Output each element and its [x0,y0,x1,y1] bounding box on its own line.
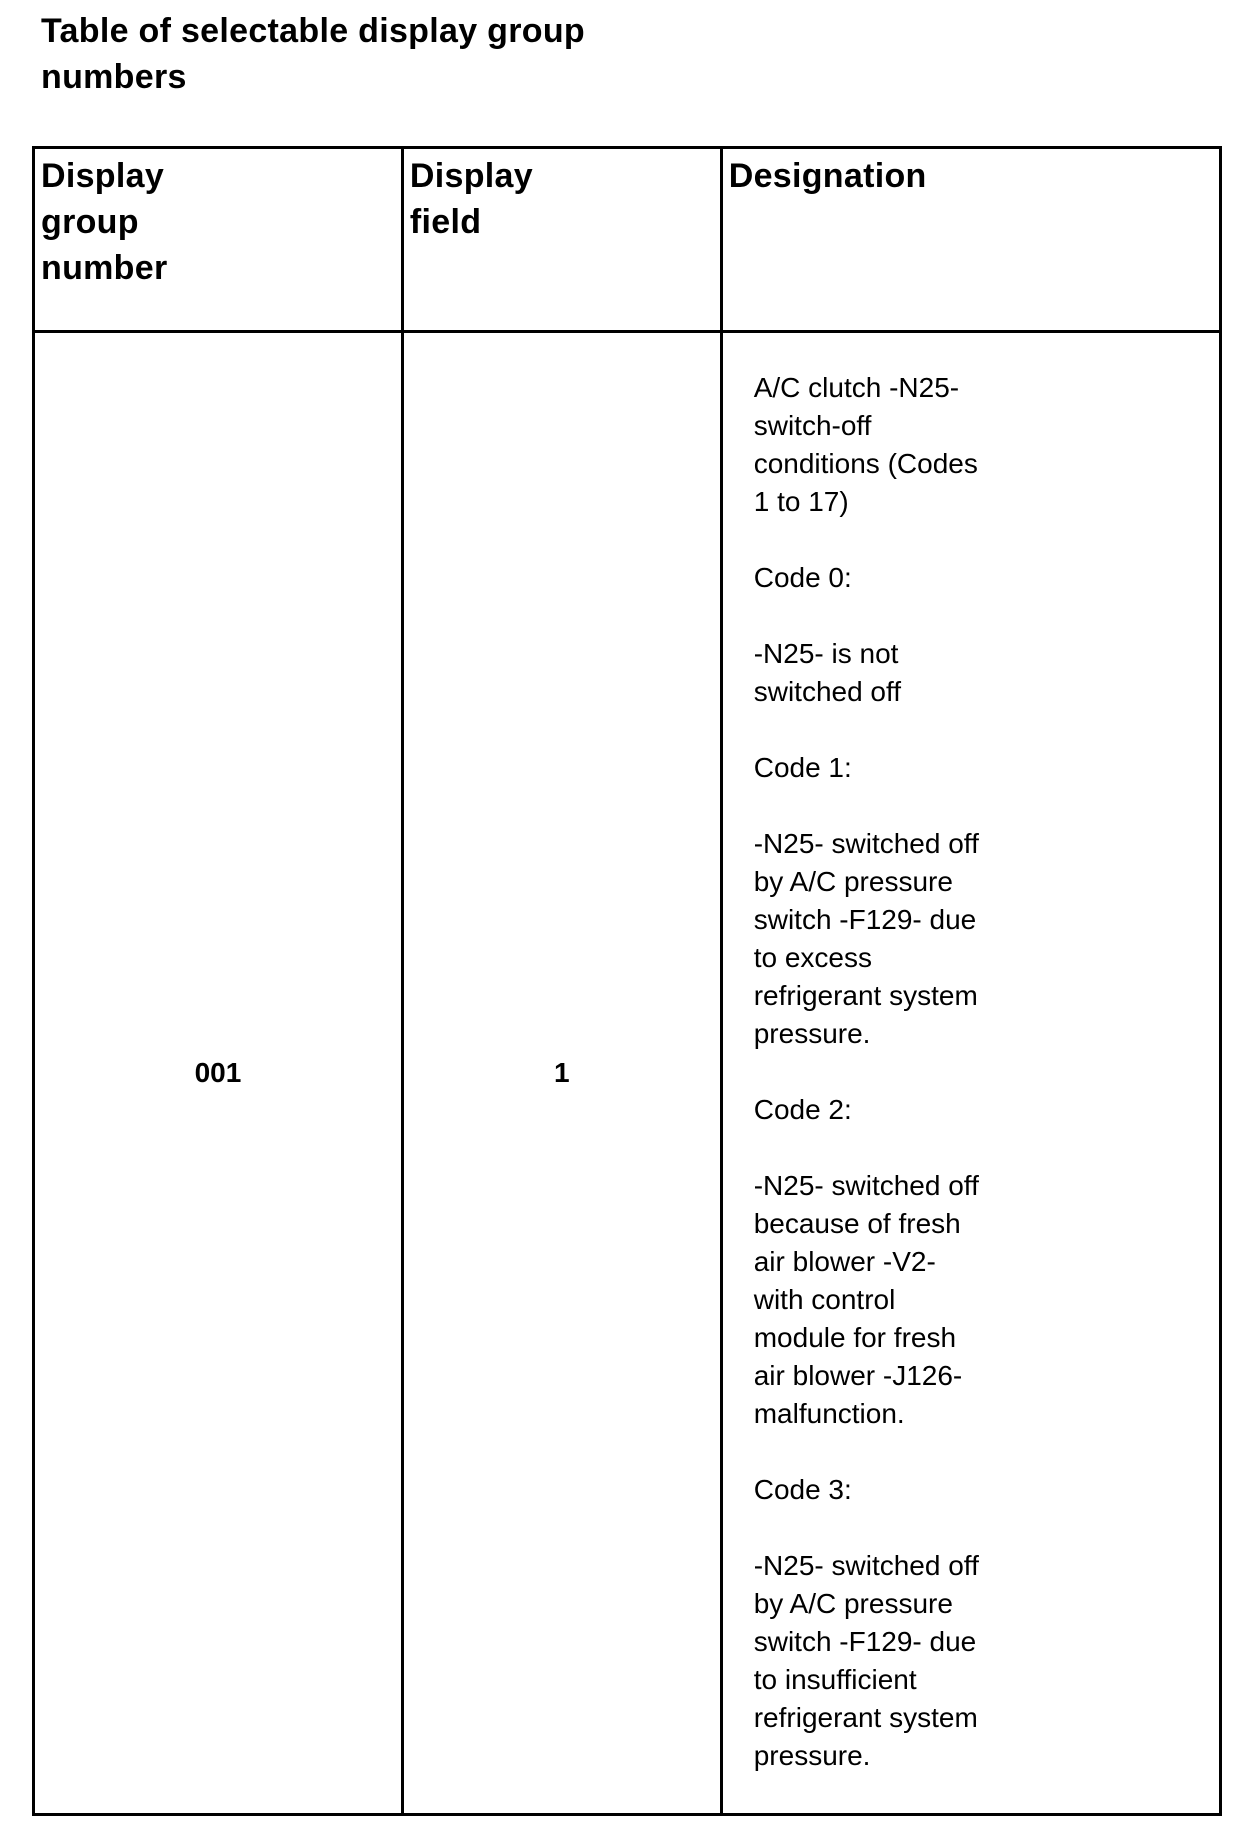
designation-line: air blower -V2- [753,1246,936,1277]
designation-line: Code 2: [753,1094,852,1125]
designation-line: because of fresh [753,1208,961,1239]
designation-line: conditions (Codes [753,448,978,479]
designation-paragraph [754,559,1024,597]
designation-line: -N25- switched off [753,1170,979,1201]
designation-line: -N25- switched off [753,828,979,859]
title-line-2: numbers [41,58,187,96]
cell-display-field: 1 [402,332,721,1815]
title-line-1: Table of selectable display group [41,12,585,50]
table-header-row [34,148,1221,332]
header-line: Designation [728,157,927,195]
designation-line: by A/C pressure [753,866,953,897]
designation-line: pressure. [753,1018,871,1049]
designation-line: -N25- is not [753,638,899,669]
designation-line: switched off [753,676,902,707]
designation-line: with control [753,1284,896,1315]
designation-line: Code 0: [753,562,852,593]
designation-line: refrigerant system [753,1702,978,1733]
display-group-table [32,146,1222,1816]
header-line: field [409,203,482,241]
designation-line: air blower -J126- [753,1360,963,1391]
header-display-field [402,148,721,332]
header-line: number [41,249,168,287]
cell-designation [721,332,1220,1815]
header-line: group [41,203,139,241]
cell-display-group-number: 001 [34,332,403,1815]
designation-line: switch -F129- due [753,904,977,935]
designation-paragraph [754,369,1024,521]
designation-line: to excess [753,942,872,973]
designation-paragraph [754,1167,1024,1433]
designation-line: 1 to 17) [753,486,849,517]
designation-paragraph [754,749,1024,787]
designation-paragraph [754,1471,1024,1509]
designation-line: Code 1: [753,752,852,783]
designation-line: switch-off [753,410,872,441]
designation-line: module for fresh [753,1322,957,1353]
designation-line: to insufficient [753,1664,917,1695]
header-line: Display [409,157,533,195]
designation-paragraph [754,825,1024,1053]
designation-line: pressure. [753,1740,871,1771]
designation-line: refrigerant system [753,980,978,1011]
designation-paragraph [754,1547,1024,1775]
designation-paragraph [754,1091,1024,1129]
designation-line: switch -F129- due [753,1626,977,1657]
table-row [34,332,1221,1815]
designation-line: Code 3: [753,1474,852,1505]
designation-line: A/C clutch -N25- [753,372,960,403]
designation-paragraph [754,635,1024,711]
designation-line: malfunction. [753,1398,905,1429]
header-line: Display [41,157,165,195]
document-title [41,8,681,100]
header-designation [721,148,1220,332]
designation-text [754,369,1219,1775]
designation-line: -N25- switched off [753,1550,979,1581]
header-display-group-number [34,148,403,332]
designation-line: by A/C pressure [753,1588,953,1619]
